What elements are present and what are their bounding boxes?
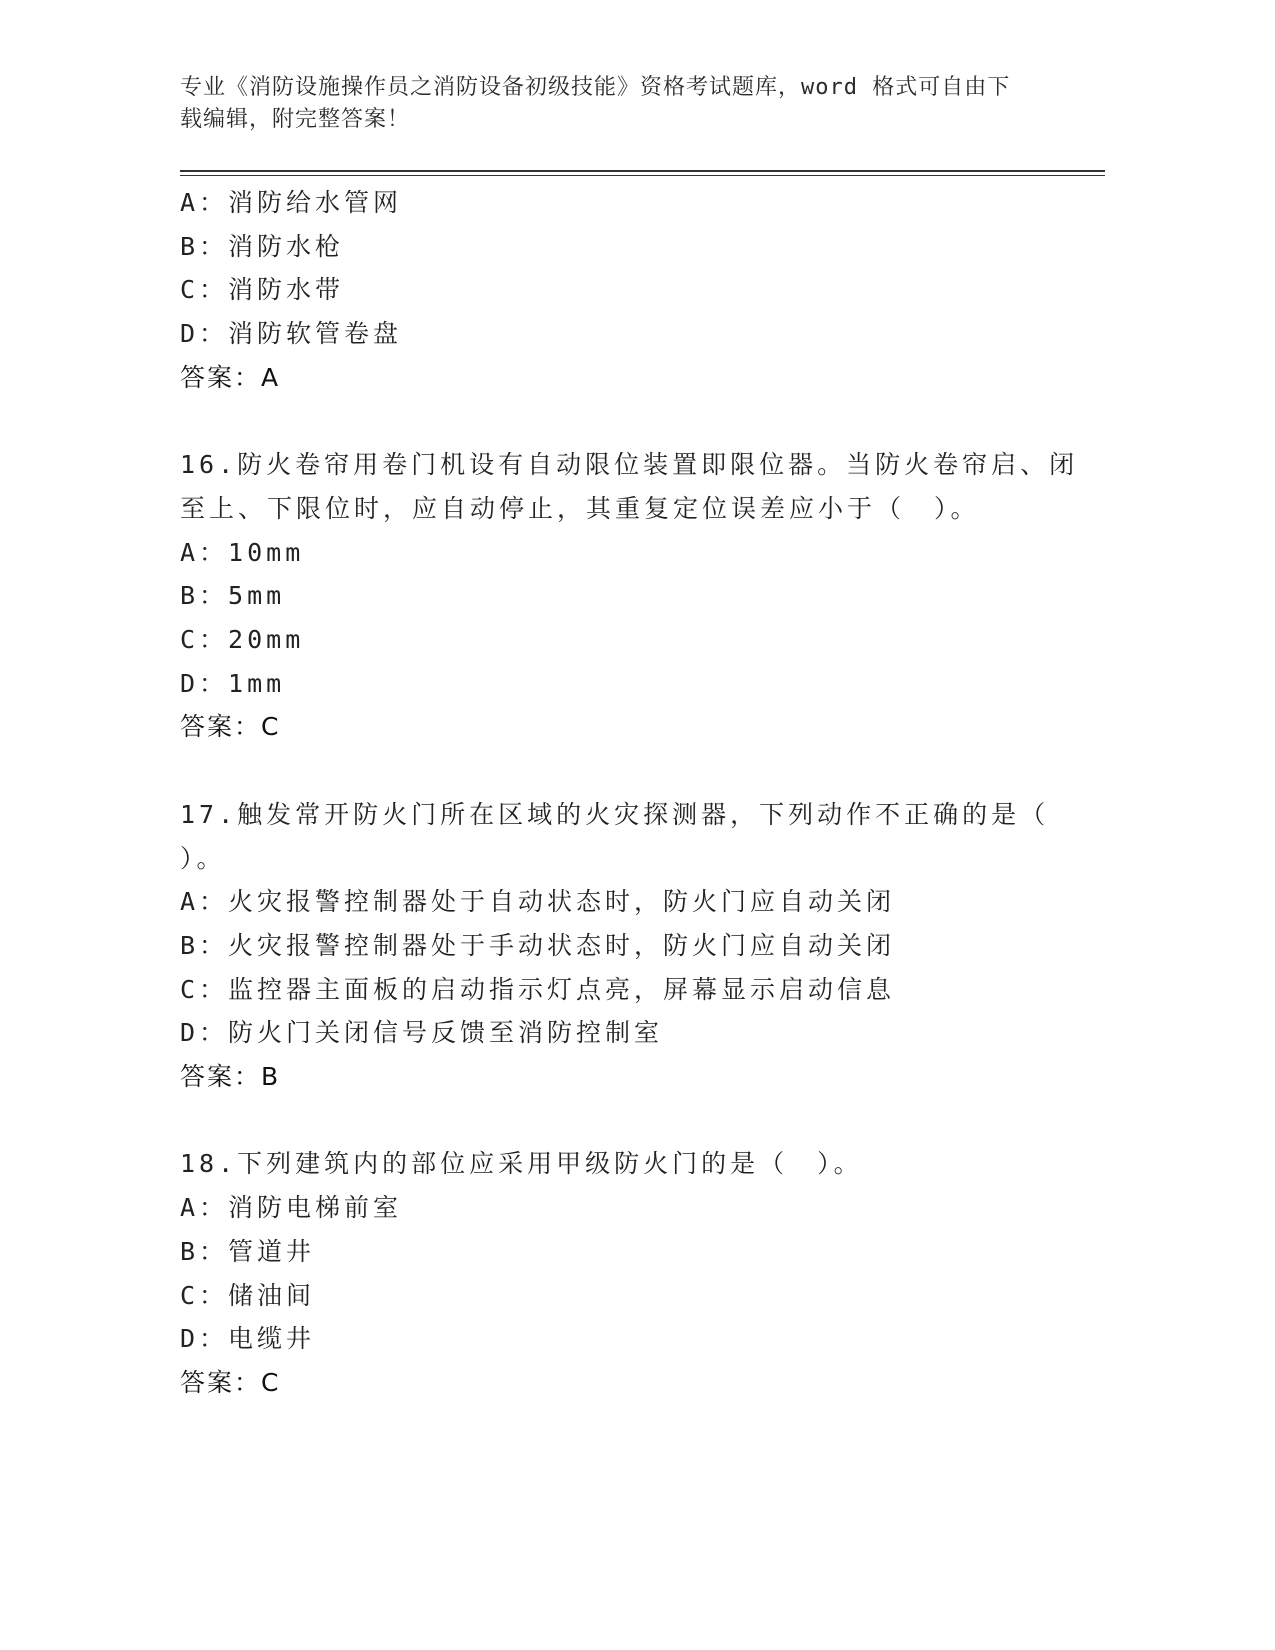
option-b: B：5mm [180, 581, 286, 611]
option-d: D：消防软管卷盘 [180, 319, 403, 349]
option-c: C：消防水带 [180, 275, 345, 305]
answer-line: 答案：C [180, 1367, 281, 1397]
header-line-1: 专业《消防设施操作员之消防设备初级技能》资格考试题库，word 格式可自由下 [180, 75, 1011, 100]
option-a: A：消防给水管网 [180, 188, 403, 217]
question-text-line-2: 至上、下限位时，应自动停止，其重复定位误差应小于（ ）。 [180, 493, 980, 523]
answer-line: 答案：C [180, 712, 281, 742]
option-b: B：管道井 [180, 1236, 316, 1266]
option-a: A：消防电梯前室 [180, 1193, 403, 1223]
option-d: D：1mm [180, 668, 286, 698]
question-17 [180, 793, 1080, 1099]
option-c: C：储油间 [180, 1280, 316, 1310]
option-d: D：防火门关闭信号反馈至消防控制室 [180, 1018, 664, 1048]
question-spacer [180, 1099, 1080, 1143]
question-16 [180, 443, 1080, 749]
document-header [180, 72, 1060, 136]
header-line-2: 载编辑，附完整答案！ [180, 107, 411, 132]
question-text-line-2: ）。 [180, 843, 226, 873]
option-b: B：消防水枪 [180, 231, 345, 261]
question-15 [180, 181, 1080, 400]
option-b: B：火灾报警控制器处于手动状态时，防火门应自动关闭 [180, 930, 896, 960]
question-text-line-1: 17.触发常开防火门所在区域的火灾探测器，下列动作不正确的是（ [180, 799, 1050, 829]
option-a: A：火灾报警控制器处于自动状态时，防火门应自动关闭 [180, 887, 896, 917]
header-divider-thin [180, 175, 1105, 176]
answer-line: 答案：B [180, 1062, 281, 1092]
question-text-line-1: 18.下列建筑内的部位应采用甲级防火门的是（ ）。 [180, 1149, 863, 1179]
question-spacer [180, 749, 1080, 793]
option-c: C：20mm [180, 625, 305, 655]
header-divider-thick [180, 170, 1105, 172]
question-text-line-1: 16.防火卷帘用卷门机设有自动限位装置即限位器。当防火卷帘启、闭 [180, 450, 1079, 480]
question-18 [180, 1142, 1080, 1404]
question-spacer [180, 400, 1080, 444]
question-list [180, 181, 1080, 1405]
option-d: D：电缆井 [180, 1324, 316, 1354]
answer-line: 答案：A [180, 362, 281, 392]
option-a: A：10mm [180, 537, 305, 567]
option-c: C：监控器主面板的启动指示灯点亮，屏幕显示启动信息 [180, 974, 896, 1004]
